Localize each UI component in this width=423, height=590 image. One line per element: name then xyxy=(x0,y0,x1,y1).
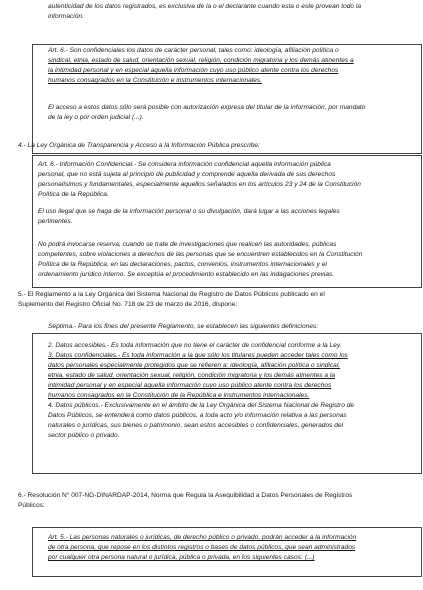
text-line: datos personales especialmente protegidos que se refieren a: ideología, afiliación política o sindical, xyxy=(48,362,341,369)
text-line: sindical, etnia, estado de salud, orientación sexual, religión, condición migratoria y los demás atinentes a xyxy=(48,57,354,64)
paragraph-reserva xyxy=(38,240,362,280)
paragraph-acceso-datos xyxy=(48,103,365,123)
paragraph-septima xyxy=(48,322,318,332)
paragraph-art-6-confidenciales xyxy=(48,46,354,86)
text-line: de la ley o por orden judicial (...). xyxy=(48,114,144,121)
text-line: por cualquier otra persona natural o jurídica, pública o privada, en los siguientes casos: (...) xyxy=(48,554,315,561)
text-line: competentes, sobre violaciones a derechos de las personas que se encuentren establecidos en la Constitución xyxy=(38,251,363,258)
text-line: Art. 5.- Las personas naturales o jurídicas, de derecho público o privado, podrán acceder a la información xyxy=(48,534,357,541)
text-line: humanos consagrados en la Constitución de la República e instrumentos internacionales. xyxy=(48,392,310,399)
text-line: naturales o jurídicas, sus bienes o patrimonio, sean estos accesibles o confidenciales, generados del xyxy=(48,422,344,429)
text-line: sector público o privado. xyxy=(48,432,120,439)
paragraph-informacion-confidencial xyxy=(38,160,361,200)
text-line: 3. Datos confidenciales.- Es toda información a la que sólo los titulares pueden acceder tales como los xyxy=(48,352,348,359)
text-line: 5.- El Reglamento a la Ley Orgánica del Sistema Nacional de Registro de Datos Públicos publicado en el xyxy=(18,291,325,298)
text-line: intimidad personal y en especial aquella información cuyo uso público atente contra los derechos xyxy=(48,382,332,389)
heading-section-5 xyxy=(18,290,325,310)
text-line: la intimidad personal y en especial aquella información cuyo uso público atente contra los derechos xyxy=(48,67,339,74)
text-line: pertinentes. xyxy=(38,218,73,225)
text-line: personalísimos y fundamentales, especialmente aquellos señalados en los artículos 23 y 24 de la Constitución xyxy=(38,181,361,188)
text-line: Datos Públicos, se entenderá como datos públicos, a toda acto y/o información relativa a las personas xyxy=(48,412,347,419)
text-line: 6.- Resolución N° 007-NG-DINARDAP-2014, Norma que Regula la Asequibilidad a Datos Personales de Registros xyxy=(18,492,353,499)
text-line: Art. 6.- Información Confidencial.- Se considera información confidencial aquella información pública xyxy=(38,161,331,168)
text-line: ordenamiento jurídico interno. Se exceptúa el procedimiento establecido en las indagaciones previas. xyxy=(38,271,335,278)
text-line: Suplemento del Registro Oficial No. 718 de 23 de marzo de 2016, dispone: xyxy=(18,301,238,308)
text-line: personal, que no está sujeta al principio de publicidad y comprende aquella derivada de sus derechos xyxy=(38,171,336,178)
heading-section-4 xyxy=(18,141,260,151)
text-line: autenticidad de los datos registrados, es exclusiva de la o el declarante cuando esta o este provean todo la xyxy=(48,3,362,10)
text-line: Públicos: xyxy=(18,502,45,509)
text-line: No podrá invocarse reserva, cuando se trate de investigaciones que realicen las autoridades, públicas xyxy=(38,241,337,248)
text-line: Política de la República. xyxy=(38,191,109,198)
text-line: El acceso a estos datos sólo será posible con autorización expresa del titular de la información, por mandato xyxy=(48,104,366,111)
text-line: Política de la República, en las declaraciones, pactos, convenios, instrumentos internacionales y el xyxy=(38,261,327,268)
paragraph-uso-ilegal xyxy=(38,207,340,227)
text-line: 4. Datos públicos.- Exclusivamente en el ámbito de la Ley Orgánica del Sistema Nacional de Registro de xyxy=(48,402,355,409)
text-line: Art. 6.- Son confidenciales los datos de carácter personal, tales como: ideología, afiliación política o xyxy=(48,47,339,54)
paragraph-definiciones xyxy=(48,341,354,441)
text-line: de otra persona, que repose en los distintos registros o bases de datos públicos, que sean administrados xyxy=(48,544,356,551)
paragraph-autenticidad xyxy=(48,2,361,22)
heading-section-6 xyxy=(18,491,352,511)
text-line: 4.- La Ley Orgánica de Transparencia y Acceso a la Información Pública prescribe: xyxy=(18,142,260,149)
paragraph-art-5 xyxy=(48,533,356,563)
text-line: 2. Datos accesibles.- Es toda información que no tiene el carácter de confidencial conforme a la Ley. xyxy=(48,342,342,349)
text-line: etnia, estado de salud, orientación sexual, religión, condición migratoria y los demás atinentes a la xyxy=(48,372,335,379)
text-line: Séptima.- Para los fines del presente Reglamento, se establecen las siguientes definiciones: xyxy=(48,323,319,330)
text-line: información. xyxy=(48,13,84,20)
text-line: El uso ilegal que se haga de la información personal o su divulgación, dará lugar a las acciones legales xyxy=(38,208,340,215)
text-line: humanos consagrados en la Constitución e instrumentos internacionales. xyxy=(48,77,263,84)
